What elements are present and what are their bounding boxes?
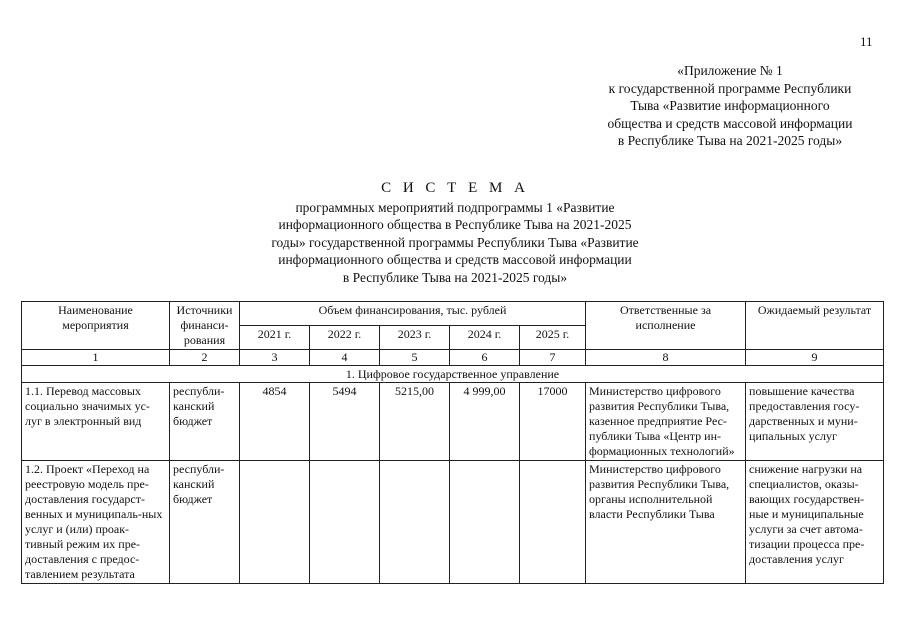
- row-source: республи-канский бюджет: [170, 461, 240, 584]
- column-number: 7: [520, 350, 586, 366]
- appendix-line: общества и средств массовой информации: [607, 115, 853, 131]
- appendix-line: Тыва «Развитие информационного: [630, 98, 830, 113]
- row-value-2025: [520, 461, 586, 584]
- header-year: 2022 г.: [310, 326, 380, 350]
- appendix-line: в Республике Тыва на 2021-2025 годы»: [617, 133, 843, 148]
- column-number: 6: [450, 350, 520, 366]
- row-value-2022: [310, 461, 380, 584]
- row-responsible: Министерство цифрового развития Республики Тыва, казенное предприятие Рес-публики Тыва «Центр ин-формационных технологий»: [586, 383, 746, 461]
- row-result: повышение качества предоставления госу-дарственных и муни-ципальных услуг: [746, 383, 884, 461]
- column-number: 5: [380, 350, 450, 366]
- row-name: 1.1. Перевод массовых социально значимых ус-луг в электронный вид: [22, 383, 170, 461]
- header-year: 2021 г.: [240, 326, 310, 350]
- table-row: [22, 461, 884, 584]
- title-heading: С И С Т Е М А: [381, 180, 529, 196]
- section-title: 1. Цифровое государственное управление: [22, 366, 884, 383]
- appendix-line: «Приложение № 1: [677, 63, 783, 78]
- row-value-2021: [240, 461, 310, 584]
- title-line: годы» государственной программы Республики Тыва «Развитие: [271, 234, 639, 250]
- row-responsible: Министерство цифрового развития Республики Тыва, органы исполнительной власти Республики Тыва: [586, 461, 746, 584]
- row-value-2024: 4 999,00: [450, 383, 520, 461]
- column-number: 3: [240, 350, 310, 366]
- table-row: [22, 383, 884, 461]
- row-value-2022: 5494: [310, 383, 380, 461]
- page-number: 11: [860, 34, 873, 49]
- column-number: 4: [310, 350, 380, 366]
- header-year: 2025 г.: [520, 326, 586, 350]
- header-sources: Источники финанси-рования: [170, 302, 240, 350]
- title-line: программных мероприятий подпрограммы 1 «Развитие: [295, 199, 615, 215]
- appendix-note: [560, 62, 900, 150]
- column-number: 2: [170, 350, 240, 366]
- header-year: 2024 г.: [450, 326, 520, 350]
- row-name: 1.2. Проект «Переход на реестровую модель пре-доставления государст-венных и муниципаль-ных услуг и (или) проак-тивный режим их пре-доставления с предос-тавлением результата: [22, 461, 170, 584]
- row-source: республи-канский бюджет: [170, 383, 240, 461]
- row-value-2023: [380, 461, 450, 584]
- document-title: [195, 180, 715, 286]
- header-responsible: Ответственные за исполнение: [586, 302, 746, 350]
- column-number: 1: [22, 350, 170, 366]
- header-result: Ожидаемый результат: [746, 302, 884, 350]
- section-row: [22, 366, 884, 383]
- row-value-2021: 4854: [240, 383, 310, 461]
- column-number: 8: [586, 350, 746, 366]
- title-line: в Республике Тыва на 2021-2025 годы»: [342, 269, 568, 285]
- row-result: снижение нагрузки на специалистов, оказы-вающих государствен-ные и муниципальные услуги за счет автома-тизации процесса пре-доставления услуг: [746, 461, 884, 584]
- row-value-2025: 17000: [520, 383, 586, 461]
- appendix-line: к государственной программе Республики: [608, 80, 852, 96]
- header-name: Наименование мероприятия: [22, 302, 170, 350]
- header-funding: Объем финансирования, тыс. рублей: [240, 302, 586, 326]
- header-year: 2023 г.: [380, 326, 450, 350]
- program-table: [21, 301, 884, 584]
- row-value-2023: 5215,00: [380, 383, 450, 461]
- column-number: 9: [746, 350, 884, 366]
- title-line: информационного общества и средств массовой информации: [278, 252, 632, 267]
- column-number-row: [22, 350, 884, 366]
- title-line: информационного общества в Республике Тыва на 2021-2025: [278, 217, 632, 232]
- row-value-2024: [450, 461, 520, 584]
